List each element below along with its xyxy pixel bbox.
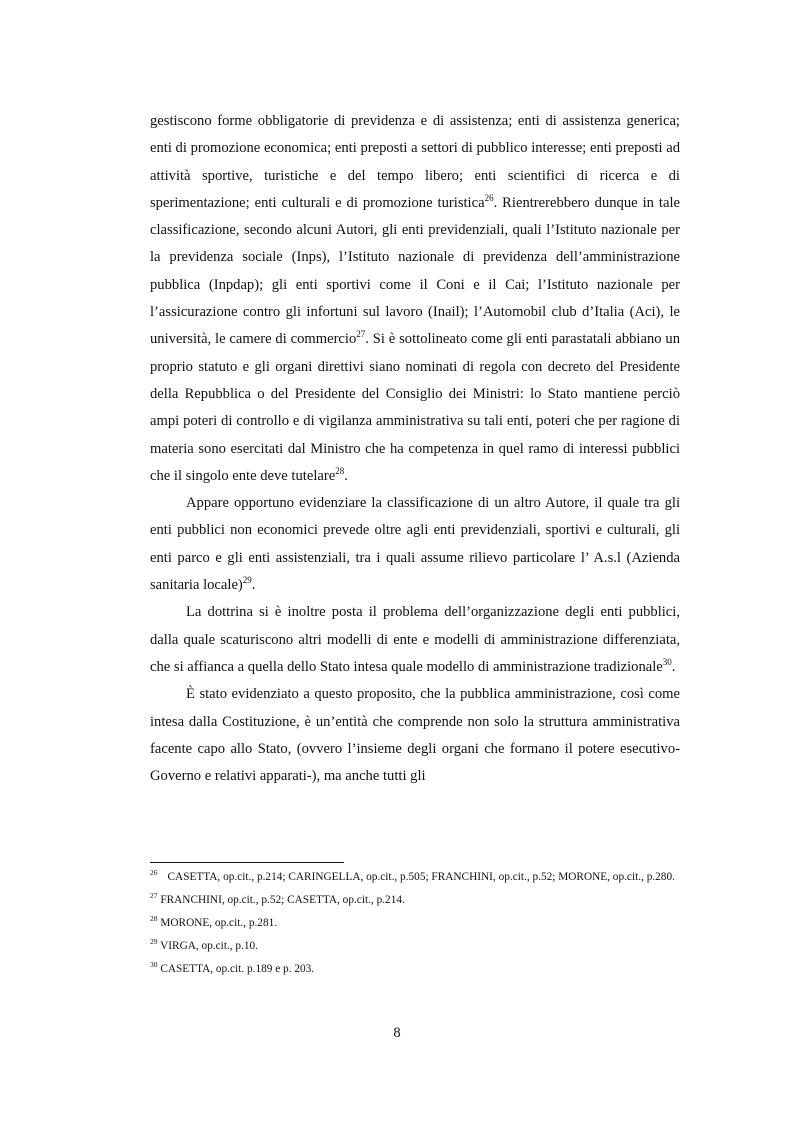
footnote-27	[150, 889, 680, 912]
footnote-ref[interactable]: 27	[356, 329, 366, 340]
footnote-ref[interactable]: 26	[484, 193, 494, 204]
paragraph-text: È stato evidenziato a questo proposito, che la pubblica amministrazione, così come intesa dalla Costituzione, è un’entità che comprende non solo la struttura amministrativa facente capo allo Stato, (ovvero l’insieme degli organi che formano il potere esecutivo- Governo e relativi apparati-), ma anche tutti gli	[150, 686, 680, 785]
footnote-text: VIRGA, op.cit., p.10.	[160, 940, 259, 952]
paragraph-text: .	[251, 577, 256, 594]
footnote-text: FRANCHINI, op.cit., p.52; CASETTA, op.cit., p.214.	[160, 894, 405, 906]
paragraph-text: gestiscono forme obbligatorie di previdenza e di assistenza; enti di assistenza generica; enti di promozione economica; enti preposti a settori di pubblico interesse; enti preposti ad attività sportive, turistiche e del tempo libero; enti scientifici di ricerca e di sperimentazione; enti culturali e di promozione turistica	[150, 113, 680, 211]
footnote-ref[interactable]: 28	[335, 466, 345, 476]
footnote-ref[interactable]: 30	[662, 657, 672, 668]
paragraph-text: .	[344, 467, 348, 484]
footnote-30	[150, 958, 680, 981]
footnote-number: 28	[150, 914, 158, 924]
footnote-text: MORONE, op.cit., p.281.	[160, 917, 278, 929]
paragraph-text: Appare opportuno evidenziare la classificazione di un altro Autore, il quale tra gli enti pubblici non economici prevede oltre agli enti previdenziali, sportivi e culturali, gli enti parco e gli enti assistenziali, tra i quali assume rilievo particolare l’ A.s.l (Azienda sanitaria locale)	[150, 495, 680, 594]
paragraph-text: . Rientrerebbero dunque in tale classificazione, secondo alcuni Autori, gli enti previdenziali, quali l’Istituto nazionale per la previdenza sociale (Inps), l’Istituto nazionale di previdenza dell’amministrazione pubblica (Inpdap); gli enti sportivi come il Coni e il Cai; l’Istituto nazionale per l’assicurazione contro gli infortuni sul lavoro (Inail); l’Automobil club d’Italia (Aci), le università, le camere di commercio	[150, 194, 680, 348]
paragraph-2	[150, 490, 680, 599]
footnote-number: 29	[150, 937, 158, 947]
paragraph-text: La dottrina si è inoltre posta il problema dell’organizzazione degli enti pubblici, dalla quale scaturiscono altri modelli di ente e modelli di amministrazione differenziata, che si affianca a quella dello Stato intesa quale modello di amministrazione tradizionale	[150, 604, 680, 675]
footnote-separator	[150, 862, 344, 863]
footnote-number: 26	[150, 868, 158, 878]
paragraph-3	[150, 599, 680, 681]
paragraph-1	[150, 108, 680, 490]
footnote-number: 27	[150, 891, 158, 901]
paragraph-text: .	[671, 658, 676, 675]
footnote-ref[interactable]: 29	[242, 575, 252, 586]
footnote-29	[150, 935, 680, 958]
footnote-28	[150, 912, 680, 935]
paragraph-4	[150, 681, 680, 790]
footnote-text: CASETTA, op.cit. p.189 e p. 203.	[160, 963, 315, 975]
footnotes	[150, 866, 680, 981]
footnote-26	[150, 866, 680, 889]
footnote-text: CASETTA, op.cit., p.214; CARINGELLA, op.cit., p.505; FRANCHINI, op.cit., p.52; MORONE, op.cit., p.280.	[167, 871, 675, 883]
footnote-number: 30	[150, 960, 158, 970]
paragraph-text: . Si è sottolineato come gli enti parastatali abbiano un proprio statuto e gli organi direttivi siano nominati di regola con decreto del Presidente della Repubblica o del Presidente del Consiglio dei Ministri: lo Stato mantiene perciò ampi poteri di controllo e di vigilanza amministrativa su tali enti, poteri che per ragione di materia sono esercitati dal Ministro che ha competenza in quel ramo di interessi pubblici che il singolo ente deve tutelare	[150, 331, 680, 484]
page-number: 8	[393, 1025, 401, 1041]
main-text	[150, 108, 680, 790]
